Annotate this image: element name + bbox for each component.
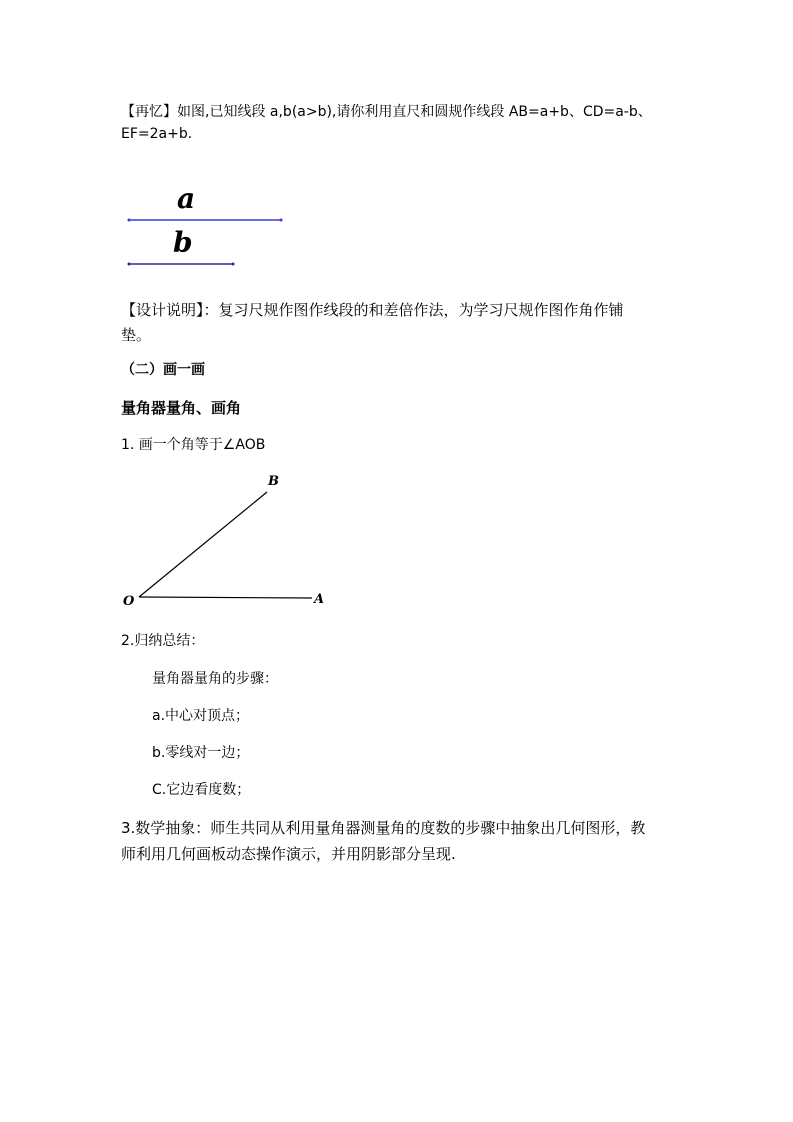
steps-title: 量角器量角的步骤： (152, 671, 278, 687)
segment-b-end-point (232, 263, 235, 266)
segment-a-start-point (128, 219, 131, 222)
step-item: C.它边看度数； (152, 782, 251, 798)
item-3-line-2: 师利用几何画板动态操作演示，并用阴影部分呈现. (121, 845, 456, 863)
segment-a-label: a (177, 182, 196, 215)
segments-figure (120, 180, 300, 275)
step-item: a.中心对顶点； (152, 708, 250, 724)
design-note-line-1: 【设计说明】：复习尺规作图作线段的和差倍作法，为学习尺规作图作角作铺 (121, 301, 624, 319)
ray-oa (139, 597, 312, 598)
section-title: （二）画一画 (121, 362, 205, 378)
step-item: b.零线对一边； (152, 745, 250, 761)
ray-ob (139, 492, 267, 597)
point-a-label: A (314, 592, 325, 607)
item-2: 2.归纳总结： (121, 633, 205, 649)
segment-a-end-point (280, 219, 283, 222)
segment-b-start-point (128, 263, 131, 266)
subsection-title: 量角器量角、画角 (121, 399, 242, 417)
item-3-line-1: 3.数学抽象：师生共同从利用量角器测量角的度数的步骤中抽象出几何图形，教 (121, 819, 646, 837)
segment-b-label: b (173, 226, 193, 259)
point-o-label: O (123, 594, 135, 609)
recall-line-1: 【再忆】如图,已知线段 a,b(a>b),请你利用直尺和圆规作线段 AB=a+b、CD=a-b、 (121, 104, 652, 120)
angle-aob-figure (115, 468, 335, 613)
point-b-label: B (268, 474, 279, 489)
item-1: 1. 画一个角等于∠AOB (121, 437, 266, 453)
recall-line-2: EF=2a+b. (121, 126, 193, 142)
design-note-line-2: 垫。 (121, 326, 152, 344)
